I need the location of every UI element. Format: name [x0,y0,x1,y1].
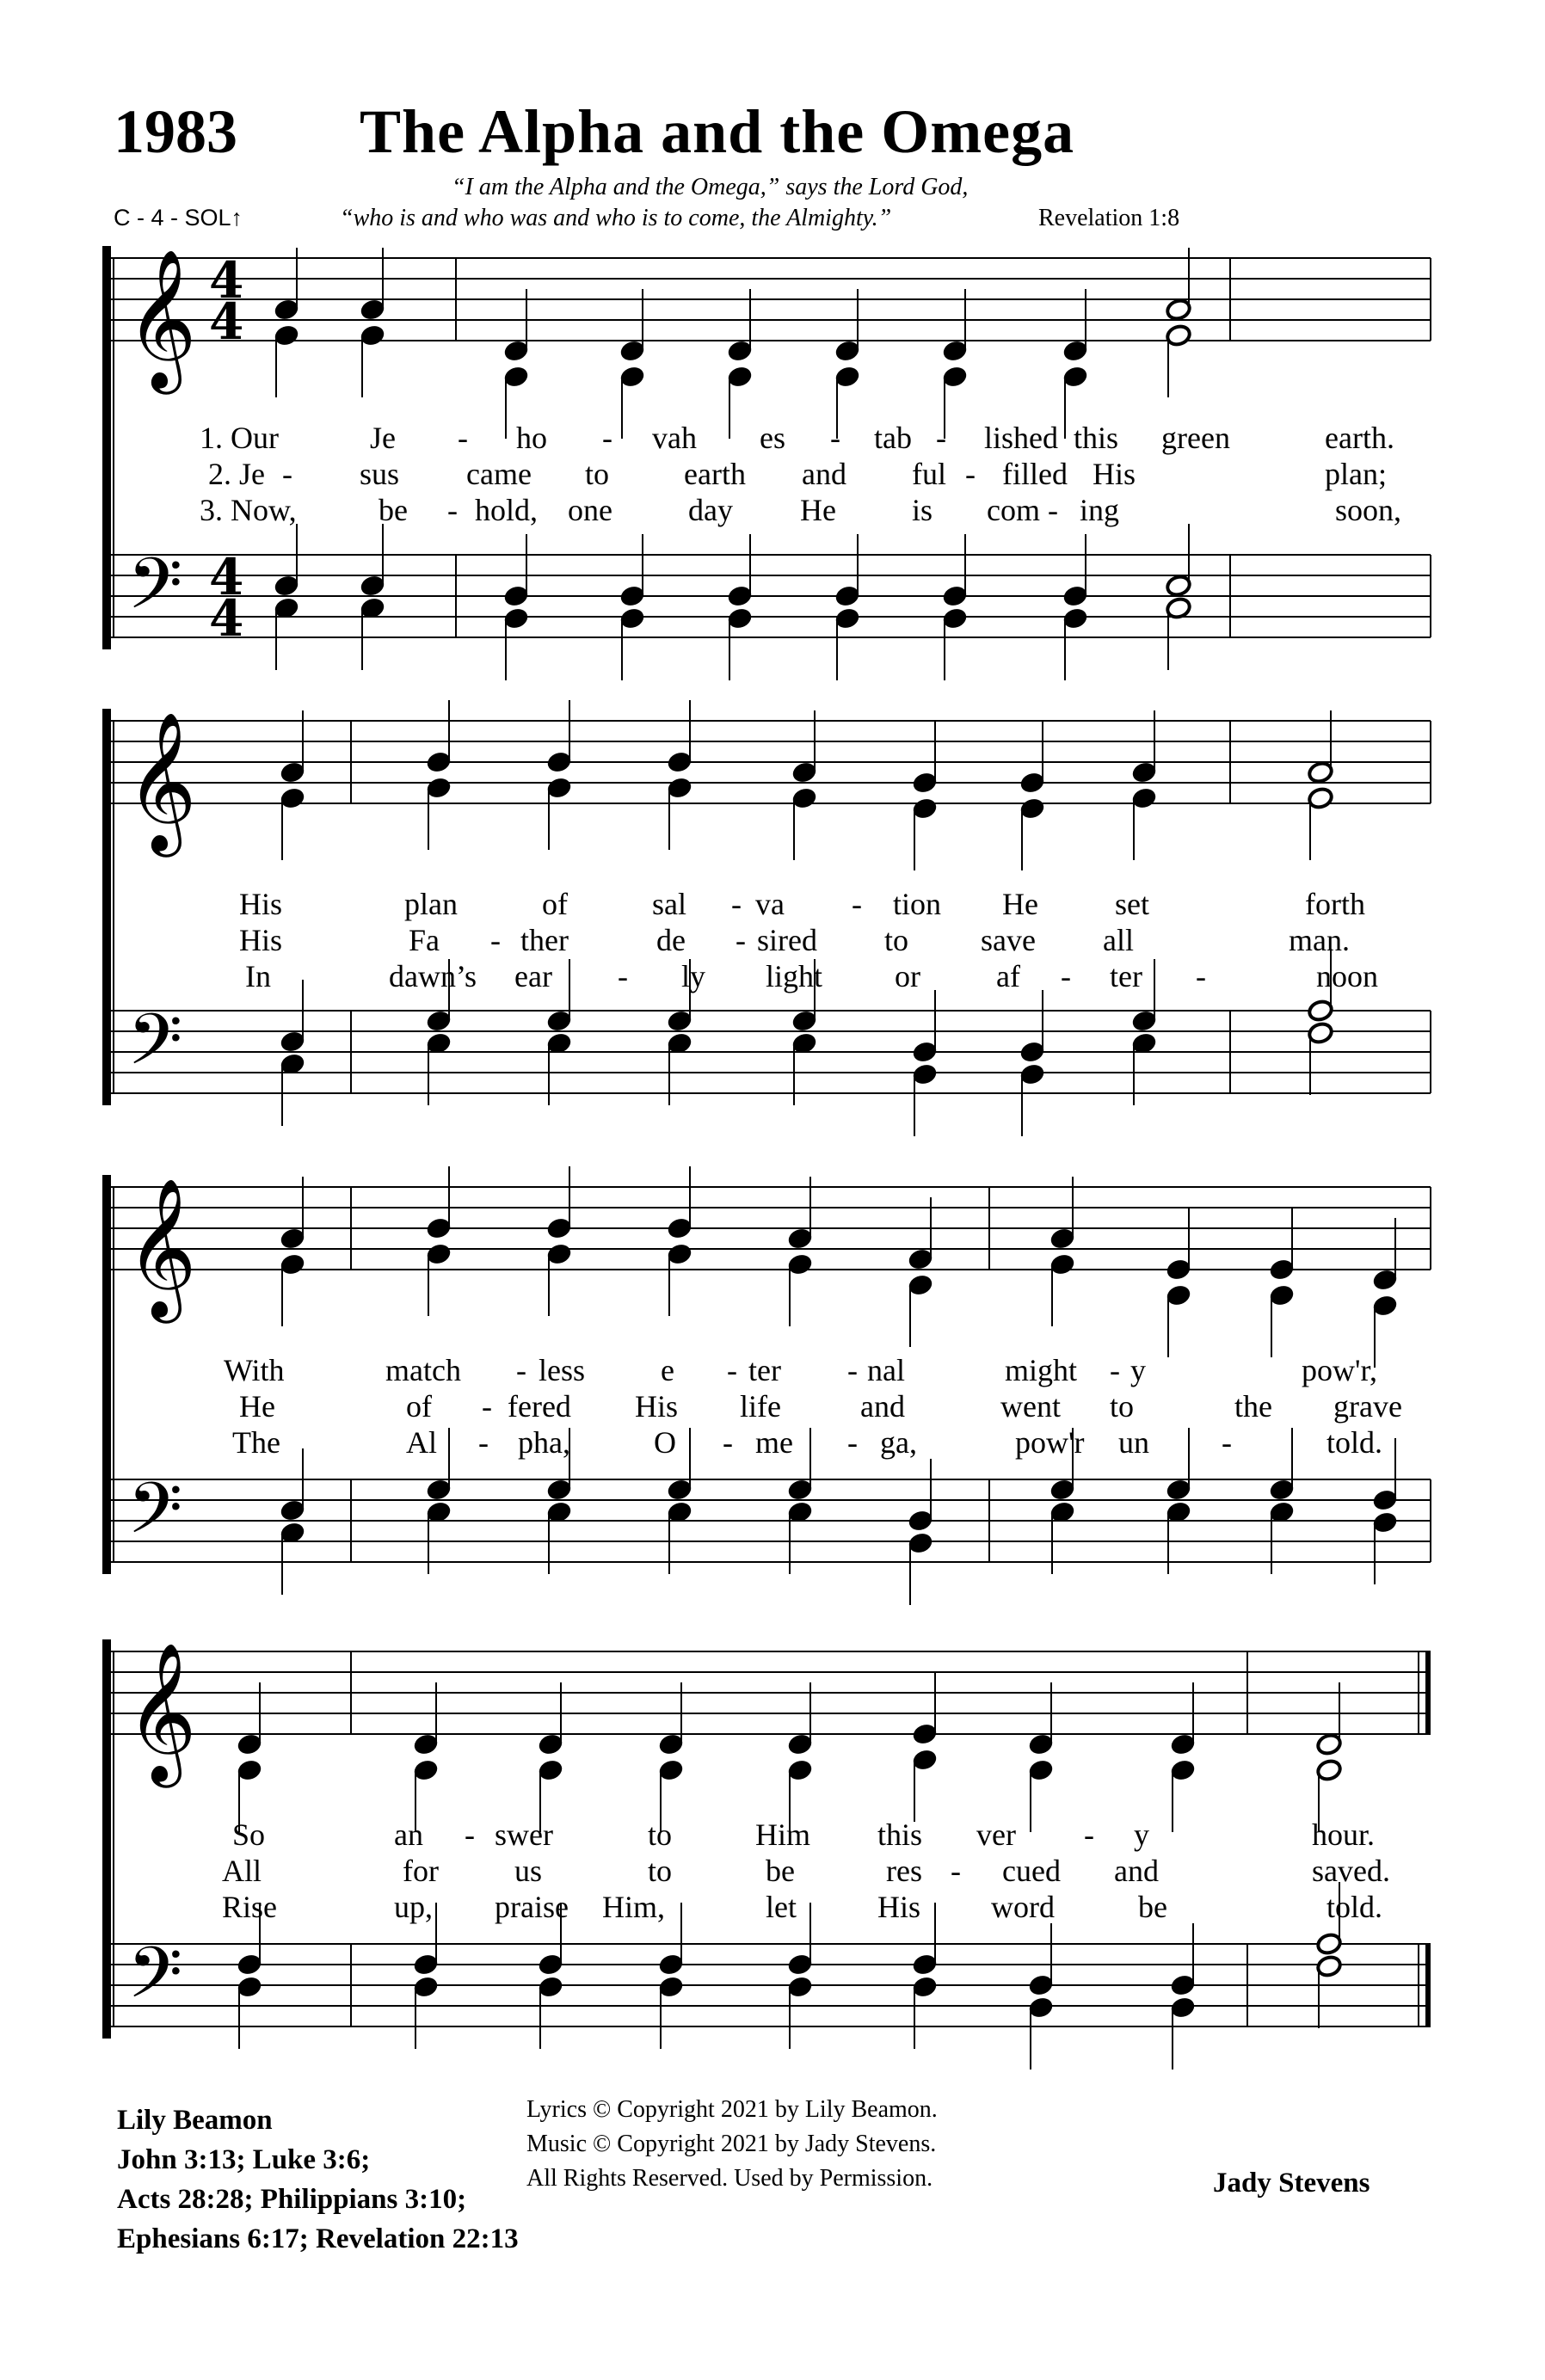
notehead [619,606,645,630]
lyric-syllable: sal [652,887,686,921]
lyric-syllable: soon, [1335,493,1402,527]
notehead [502,365,529,389]
notehead [786,1953,813,1977]
lyric-syllable: or [895,959,920,993]
notehead [1268,1283,1295,1307]
lyric-syllable: told. [1326,1890,1383,1924]
notehead [726,365,753,389]
lyric-syllable: cued [1002,1854,1061,1888]
lyric-syllable: - [516,1353,526,1387]
lyric-syllable: word [991,1890,1055,1924]
notehead [502,339,529,363]
notehead [666,776,692,800]
bass-clef-icon: 𝄢 [127,998,183,1098]
lyric-syllable: e [661,1353,674,1387]
notehead [726,584,753,608]
notehead [1268,1478,1295,1502]
lyric-syllable: and [1114,1854,1159,1888]
notehead [279,760,305,784]
notehead [1169,1732,1196,1756]
notehead [1307,760,1333,784]
lyric-syllable: 2. Je [208,457,265,491]
lyric-syllable: pha, [518,1425,570,1460]
lyric-syllable: Him, [602,1890,666,1924]
notehead [1062,606,1088,630]
notehead [657,1953,684,1977]
notehead [907,1531,933,1555]
lyric-syllable: ho [516,421,547,455]
lyric-syllable: earth [684,457,746,491]
lyric-syllable: went [1000,1389,1061,1424]
lyric-syllable: be [379,493,408,527]
notehead [1307,999,1333,1023]
notehead [1019,771,1045,795]
notehead [273,323,299,347]
notehead [1062,584,1088,608]
lyric-syllable: In [245,959,271,993]
footer-author [117,2100,519,2259]
lyric-syllable: dawn’s [389,959,477,993]
notehead [941,339,968,363]
notehead [545,1478,572,1502]
notehead [1169,1996,1196,2020]
notehead [1169,1973,1196,1997]
notehead [1315,1758,1342,1782]
notehead [359,574,385,598]
notehead [412,1732,439,1756]
bass-clef-icon: 𝄢 [127,1931,183,2032]
lyric-syllable: fered [508,1389,571,1424]
lyric-syllable: va [755,887,785,921]
lyric-syllable: O [654,1425,676,1460]
epigraph-line-1: “I am the Alpha and the Omega,” says the Lord God, [452,174,969,200]
notehead [279,786,305,810]
lyric-syllable: set [1115,887,1149,921]
notehead [545,1009,572,1033]
notehead [1130,760,1157,784]
notehead [786,1227,813,1251]
scripture-refs-2: Acts 28:28; Philippians 3:10; [117,2184,467,2215]
lyric-syllable: tion [893,887,942,921]
notehead [537,1975,563,1999]
lyric-syllable: - [847,1353,858,1387]
lyric-syllable: swer [495,1817,553,1852]
notehead [545,1242,572,1266]
notehead [786,1252,813,1276]
lyric-syllable: His [877,1890,921,1924]
notehead [1165,1478,1191,1502]
lyric-syllable: an [394,1817,423,1852]
lyric-syllable: So [232,1817,266,1852]
lyric-syllable: - [951,1854,961,1888]
lyric-syllable: to [648,1817,673,1852]
notehead [666,1009,692,1033]
notehead [1315,1932,1342,1956]
lyric-syllable: filled [1002,457,1068,491]
lyric-syllable: me [755,1425,793,1460]
lyric-syllable: - [1196,959,1206,993]
notehead [425,750,452,774]
footer-copyright [526,2093,938,2196]
author-name: Lily Beamon [117,2105,273,2136]
lyric-syllable: earth. [1325,421,1394,455]
notehead [1315,1732,1342,1756]
lyric-syllable: pow'r [1015,1425,1085,1460]
lyric-syllable: - [602,421,612,455]
notehead [1019,796,1045,821]
notehead [425,776,452,800]
time-signature-top: 4 [209,251,244,310]
lyric-syllable: ear [514,959,552,993]
lyric-syllable: com [987,493,1040,527]
lyric-syllable: With [224,1353,285,1387]
lyric-syllable: ter [1110,959,1142,993]
lyric-syllable: save [981,923,1036,957]
notehead [911,1040,938,1064]
lyric-syllable: be [1138,1890,1167,1924]
lyric-syllable: His [239,887,283,921]
lyric-syllable: all [1103,923,1134,957]
notehead [941,606,968,630]
epigraph-line-2: “who is and who was and who is to come, the Almighty.” [340,205,892,231]
notehead [619,365,645,389]
lyric-syllable: for [403,1854,439,1888]
notehead [666,1216,692,1240]
lyric-syllable: hold, [475,493,539,527]
notehead [1130,786,1157,810]
lyric-syllable: plan [404,887,458,921]
notehead [1371,1488,1398,1512]
lyric-syllable: - [847,1425,858,1460]
notehead [1165,1258,1191,1282]
notehead [1062,339,1088,363]
lyric-syllable: - [478,1425,489,1460]
lyric-syllable: is [912,493,933,527]
notehead [1027,1996,1054,2020]
lyric-syllable: and [802,457,846,491]
notehead [1019,1040,1045,1064]
lyric-syllable: forth [1305,887,1365,921]
lyric-syllable: - [490,923,501,957]
bass-clef-icon: 𝄢 [127,542,183,643]
lyric-syllable: be [766,1854,795,1888]
lyric-syllable: - [965,457,976,491]
notehead [619,339,645,363]
lyric-syllable: un [1118,1425,1149,1460]
lyric-syllable: one [568,493,612,527]
lyric-syllable: - [1048,493,1058,527]
notehead [907,1273,933,1297]
epigraph-reference: Revelation 1:8 [1038,205,1180,231]
lyric-syllable: man. [1289,923,1350,957]
lyric-syllable: told. [1326,1425,1383,1460]
notehead [412,1975,439,1999]
lyric-syllable: of [542,887,568,921]
notehead [1371,1268,1398,1292]
lyric-syllable: He [239,1389,275,1424]
notehead [545,750,572,774]
notehead [502,606,529,630]
notehead [786,1975,813,1999]
lyric-syllable: sired [757,923,817,957]
notehead [791,786,817,810]
notehead [1062,365,1088,389]
notehead [537,1758,563,1782]
hymn-title: The Alpha and the Omega [360,97,1075,166]
notehead [537,1732,563,1756]
lyric-syllable: Fa [409,923,440,957]
notehead [786,1478,813,1502]
notehead [425,1478,452,1502]
notehead [425,1242,452,1266]
notehead [236,1758,262,1782]
notehead [1027,1732,1054,1756]
notehead [834,339,860,363]
notehead [1165,298,1191,322]
notehead [1027,1973,1054,1997]
notehead [834,365,860,389]
notehead [545,776,572,800]
lyric-syllable: Je [370,421,396,455]
notehead [941,584,968,608]
notehead [1027,1758,1054,1782]
notehead [786,1732,813,1756]
time-signature-top: 4 [209,548,244,606]
footer-composer: Jady Stevens [1213,2168,1370,2199]
lyric-syllable: vah [652,421,697,455]
notehead [1049,1227,1075,1251]
notehead [791,1009,817,1033]
notehead [911,796,938,821]
time-signature-bottom: 4 [209,292,244,351]
notehead [236,1732,262,1756]
lyric-syllable: - [1110,1353,1120,1387]
copyright-lyrics: Lyrics © Copyright 2021 by Lily Beamon. [526,2096,938,2123]
notehead [911,1062,938,1086]
lyric-syllable: - [465,1817,475,1852]
notehead [1019,1062,1045,1086]
lyric-syllable: day [688,493,733,527]
notehead [359,298,385,322]
notehead [657,1758,684,1782]
lyric-syllable: - [618,959,628,993]
notehead [911,1975,938,1999]
notehead [657,1975,684,1999]
copyright-music: Music © Copyright 2021 by Jady Stevens. [526,2131,937,2157]
notehead [1268,1258,1295,1282]
copyright-rights: All Rights Reserved. Used by Permission. [526,2165,933,2192]
lyric-syllable: let [766,1890,797,1924]
notehead [907,1509,933,1533]
lyric-syllable: lished [984,421,1058,455]
lyric-syllable: to [648,1854,673,1888]
notehead [1315,1954,1342,1978]
lyric-syllable: noon [1316,959,1378,993]
lyric-syllable: He [800,493,836,527]
lyric-syllable: ga, [880,1425,917,1460]
notehead [657,1732,684,1756]
notehead [786,1758,813,1782]
notehead [1307,786,1333,810]
lyric-syllable: - [731,887,742,921]
lyric-syllable: ing [1080,493,1120,527]
lyric-syllable: praise [495,1890,569,1924]
notehead [279,1252,305,1276]
lyric-syllable: His [635,1389,679,1424]
notehead [425,1216,452,1240]
notehead [537,1953,563,1977]
lyric-syllable: ter [748,1353,781,1387]
notehead [726,339,753,363]
lyric-syllable: Rise [222,1890,278,1924]
lyric-syllable: and [860,1389,905,1424]
notehead [279,1030,305,1054]
notehead [941,365,968,389]
lyric-syllable: - [936,421,946,455]
lyric-syllable: this [1074,421,1119,455]
lyric-syllable: y [1130,1353,1146,1387]
lyric-syllable: - [1084,1817,1094,1852]
treble-clef-icon: 𝄞 [126,1642,197,1782]
lyric-syllable: His [239,923,283,957]
lyric-syllable: His [1093,457,1136,491]
notehead [1165,1283,1191,1307]
lyric-syllable: - [1222,1425,1232,1460]
lyric-syllable: light [766,959,823,993]
key-info: C - 4 - SOL↑ [114,205,243,231]
lyric-syllable: res [886,1854,922,1888]
lyric-syllable: might [1005,1353,1078,1387]
lyric-syllable: tab [874,421,912,455]
notehead [236,1953,262,1977]
lyric-syllable: plan; [1325,457,1387,491]
treble-clef-icon: 𝄞 [126,1178,197,1318]
notehead [359,323,385,347]
lyric-syllable: ver [976,1817,1016,1852]
lyric-syllable: to [1110,1389,1135,1424]
notehead [279,1498,305,1522]
notehead [791,760,817,784]
lyric-syllable: - [482,1389,492,1424]
lyric-syllable: y [1134,1817,1149,1852]
lyric-syllable: de [656,923,686,957]
lyric-syllable: nal [867,1353,905,1387]
lyric-syllable: ly [681,959,706,993]
lyric-syllable: of [406,1389,432,1424]
notehead [1165,323,1191,347]
lyric-syllable: - [723,1425,733,1460]
lyric-syllable: - [830,421,840,455]
lyric-syllable: All [222,1854,262,1888]
hymn-number: 1983 [114,97,237,166]
notehead [834,606,860,630]
lyric-syllable: - [736,923,746,957]
notehead [619,584,645,608]
notehead [412,1758,439,1782]
notehead [1049,1252,1075,1276]
treble-clef-icon: 𝄞 [126,249,197,389]
notehead [412,1953,439,1977]
treble-clef-icon: 𝄞 [126,711,197,852]
bass-clef-icon: 𝄢 [127,1467,183,1567]
notehead [911,1953,938,1977]
lyric-syllable: Him [755,1817,811,1852]
notehead [666,1242,692,1266]
notehead [279,1227,305,1251]
lyric-syllable: The [232,1425,280,1460]
notehead [834,584,860,608]
lyric-syllable: this [877,1817,923,1852]
lyric-syllable: es [760,421,785,455]
time-signature-bottom: 4 [209,589,244,648]
notehead [273,574,299,598]
notehead [1165,574,1191,598]
scripture-refs-1: John 3:13; Luke 3:6; [117,2144,371,2175]
lyric-syllable: Al [406,1425,437,1460]
notehead [911,1748,938,1772]
notehead [666,750,692,774]
lyric-syllable: sus [360,457,400,491]
lyric-syllable: to [585,457,610,491]
lyric-syllable: - [282,457,292,491]
lyric-syllable: pow'r, [1302,1353,1378,1387]
lyric-syllable: - [447,493,458,527]
notehead [502,584,529,608]
notehead [1130,1009,1157,1033]
notehead [666,1478,692,1502]
lyric-syllable: to [884,923,909,957]
lyric-syllable: match [385,1353,461,1387]
lyric-syllable: 1. Our [200,421,279,455]
lyric-syllable: us [514,1854,543,1888]
lyric-syllable: ful [912,457,946,491]
lyric-syllable: came [466,457,532,491]
notehead [1307,1021,1333,1045]
notehead [911,1722,938,1746]
lyric-syllable: - [727,1353,737,1387]
scripture-refs-3: Ephesians 6:17; Revelation 22:13 [117,2223,519,2254]
lyric-syllable: He [1002,887,1038,921]
lyric-syllable: grave [1333,1389,1402,1424]
lyric-syllable: 3. Now, [200,493,297,527]
notehead [545,1216,572,1240]
lyric-syllable: green [1161,421,1230,455]
lyric-syllable: ther [520,923,569,957]
lyric-syllable: - [1061,959,1071,993]
notehead [273,298,299,322]
notehead [425,1009,452,1033]
lyric-syllable: - [852,887,862,921]
lyric-syllable: life [740,1389,781,1424]
notehead [907,1247,933,1271]
notehead [1049,1478,1075,1502]
notehead [1371,1294,1398,1318]
lyric-syllable: saved. [1312,1854,1390,1888]
notehead [1371,1510,1398,1534]
notehead [236,1975,262,1999]
lyric-syllable: - [458,421,468,455]
lyric-syllable: less [539,1353,585,1387]
lyric-syllable: hour. [1312,1817,1376,1852]
notehead [726,606,753,630]
notehead [1169,1758,1196,1782]
lyric-syllable: the [1234,1389,1272,1424]
lyric-syllable: af [996,959,1020,993]
notehead [911,771,938,795]
lyric-syllable: up, [394,1890,433,1924]
